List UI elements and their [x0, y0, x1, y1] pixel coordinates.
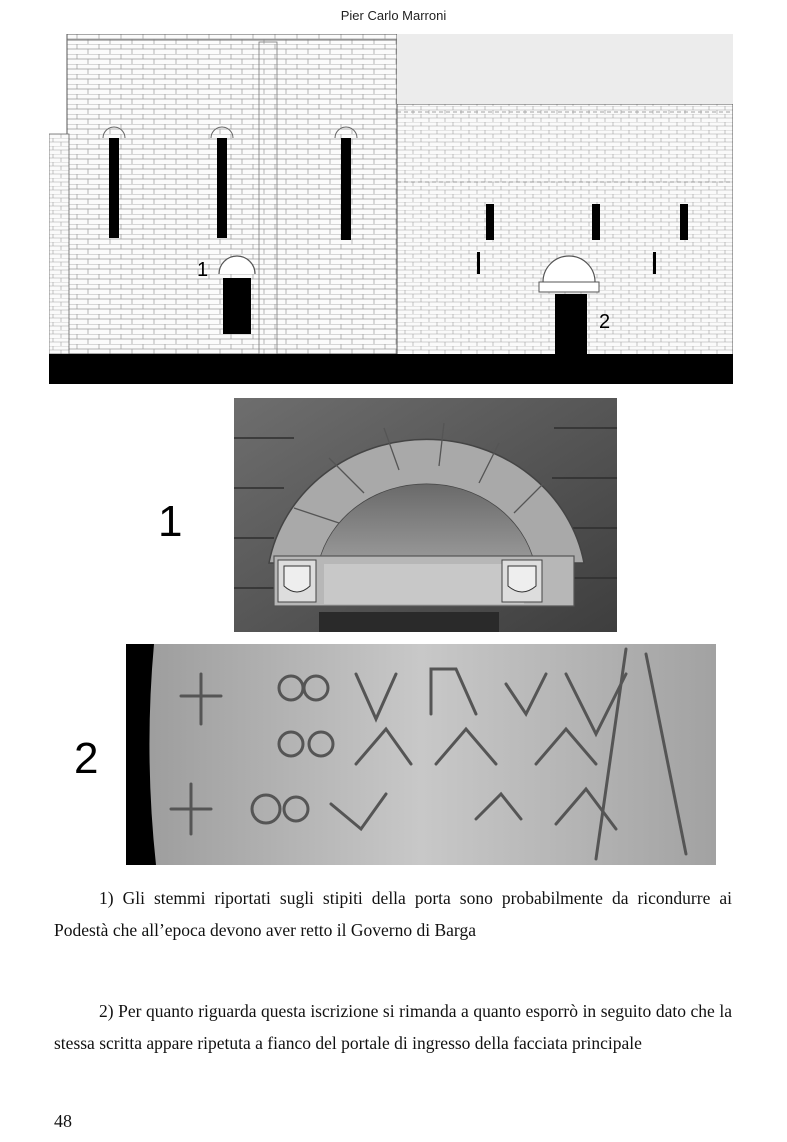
- photo-2-label: 2: [74, 734, 99, 783]
- doorway-arch-photo: [234, 398, 617, 632]
- drawing-label-1: 1: [197, 259, 209, 281]
- caption-2: [54, 995, 732, 1059]
- caption-1-text: 1) Gli stemmi riportati sugli stipiti della porta sono probabilmente da ricondurre ai Podestà che all’epoca devono aver retto il Governo di Barga: [54, 888, 732, 940]
- running-header: Pier Carlo Marroni: [340, 8, 447, 23]
- facade-elevation-drawing: [49, 34, 733, 384]
- drawing-label-2: 2: [599, 311, 611, 333]
- caption-1: [54, 882, 732, 946]
- photo-1-label: 1: [158, 497, 183, 546]
- inscription-photo: [126, 644, 716, 865]
- page-number: 48: [54, 1111, 72, 1131]
- caption-2-text: 2) Per quanto riguarda questa iscrizione si rimanda a quanto esporrò in seguito dato che la stessa scritta appare ripetuta a fianco del portale di ingresso della facciata principale: [54, 1001, 732, 1053]
